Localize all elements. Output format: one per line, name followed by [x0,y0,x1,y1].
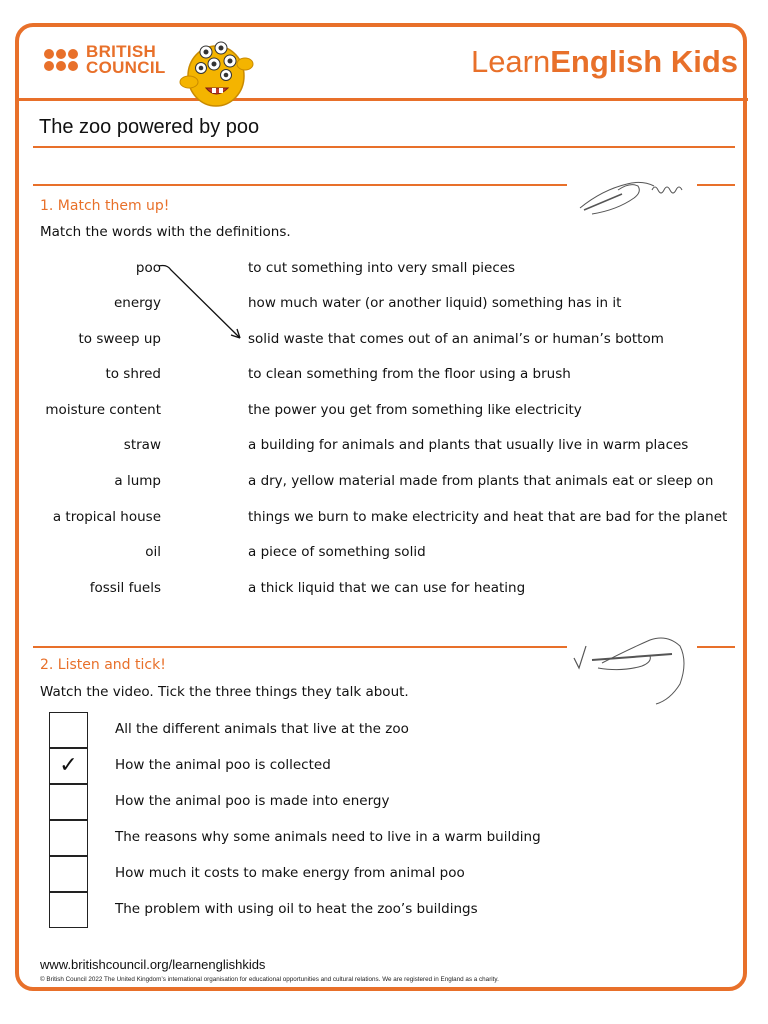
bc-wordmark [86,44,166,76]
option-text: The problem with using oil to heat the zoo’s buildings [115,901,478,917]
word-item: fossil fuels [89,580,161,596]
definition-item: a dry, yellow material made from plants that animals eat or sleep on [248,473,714,489]
word-item: a lump [114,473,161,489]
word-item: oil [145,544,161,560]
definition-item: to cut something into very small pieces [248,260,516,276]
section2-divider-left [33,646,567,648]
section1-divider-left [33,184,567,186]
title-underline [33,146,735,148]
tick-checkbox[interactable] [49,820,88,856]
bc-dots-icon [44,49,78,71]
footer-url[interactable]: www.britishcouncil.org/learnenglishkids [40,957,266,972]
tick-checkbox[interactable]: ✓ [49,748,88,784]
definition-item: solid waste that comes out of an animal’s or human’s bottom [248,331,664,347]
section1-instruction: Match the words with the definitions. [40,224,291,240]
word-item: to shred [105,366,161,382]
section1-divider-right [697,184,735,186]
writing-hand-icon [572,170,692,220]
page-title: The zoo powered by poo [39,116,260,138]
lek-part2: English Kids [550,44,738,79]
page-frame [15,23,747,991]
section2-heading: 2. Listen and tick! [40,657,166,673]
option-text: The reasons why some animals need to live in a warm building [115,829,541,845]
section2-divider-right [697,646,735,648]
word-item: energy [113,295,161,311]
section2-instruction: Watch the video. Tick the three things they talk about. [40,684,409,700]
word-item: poo [135,260,161,276]
tick-checkbox[interactable] [49,856,88,892]
bc-line2: COUNCIL [86,58,166,77]
definition-item: a thick liquid that we can use for heating [248,580,526,596]
word-item: moisture content [45,402,161,418]
tick-checkbox[interactable] [49,712,88,748]
lek-part1: Learn [470,44,551,79]
definition-item: how much water (or another liquid) something has in it [248,295,622,311]
footer-copyright: © British Council 2022 The United Kingdom’s international organisation for educational opportunities and cultural relations. We are registered in England as a charity. [40,976,499,983]
option-text: How the animal poo is made into energy [115,793,390,809]
monster-mascot-icon [176,34,256,108]
option-text: All the different animals that live at the zoo [115,721,409,737]
tick-hand-icon [572,628,692,708]
tick-checkbox[interactable] [49,784,88,820]
option-text: How much it costs to make energy from animal poo [115,865,465,881]
definition-item: a piece of something solid [248,544,426,560]
british-council-logo [44,44,166,76]
word-item: a tropical house [52,509,161,525]
word-item: straw [123,437,161,453]
definition-item: the power you get from something like electricity [248,402,582,418]
learnenglish-kids-logo [471,44,738,80]
definition-item: to clean something from the floor using a brush [248,366,571,382]
section1-heading: 1. Match them up! [40,198,170,214]
option-text: How the animal poo is collected [115,757,331,773]
definition-item: a building for animals and plants that usually live in warm places [248,437,689,453]
word-item: to sweep up [78,331,161,347]
definition-item: things we burn to make electricity and heat that are bad for the planet [248,509,728,525]
header-divider [18,98,748,101]
bc-line1: BRITISH [86,42,157,61]
tick-checkbox[interactable] [49,892,88,928]
example-match-arrow [155,262,250,347]
